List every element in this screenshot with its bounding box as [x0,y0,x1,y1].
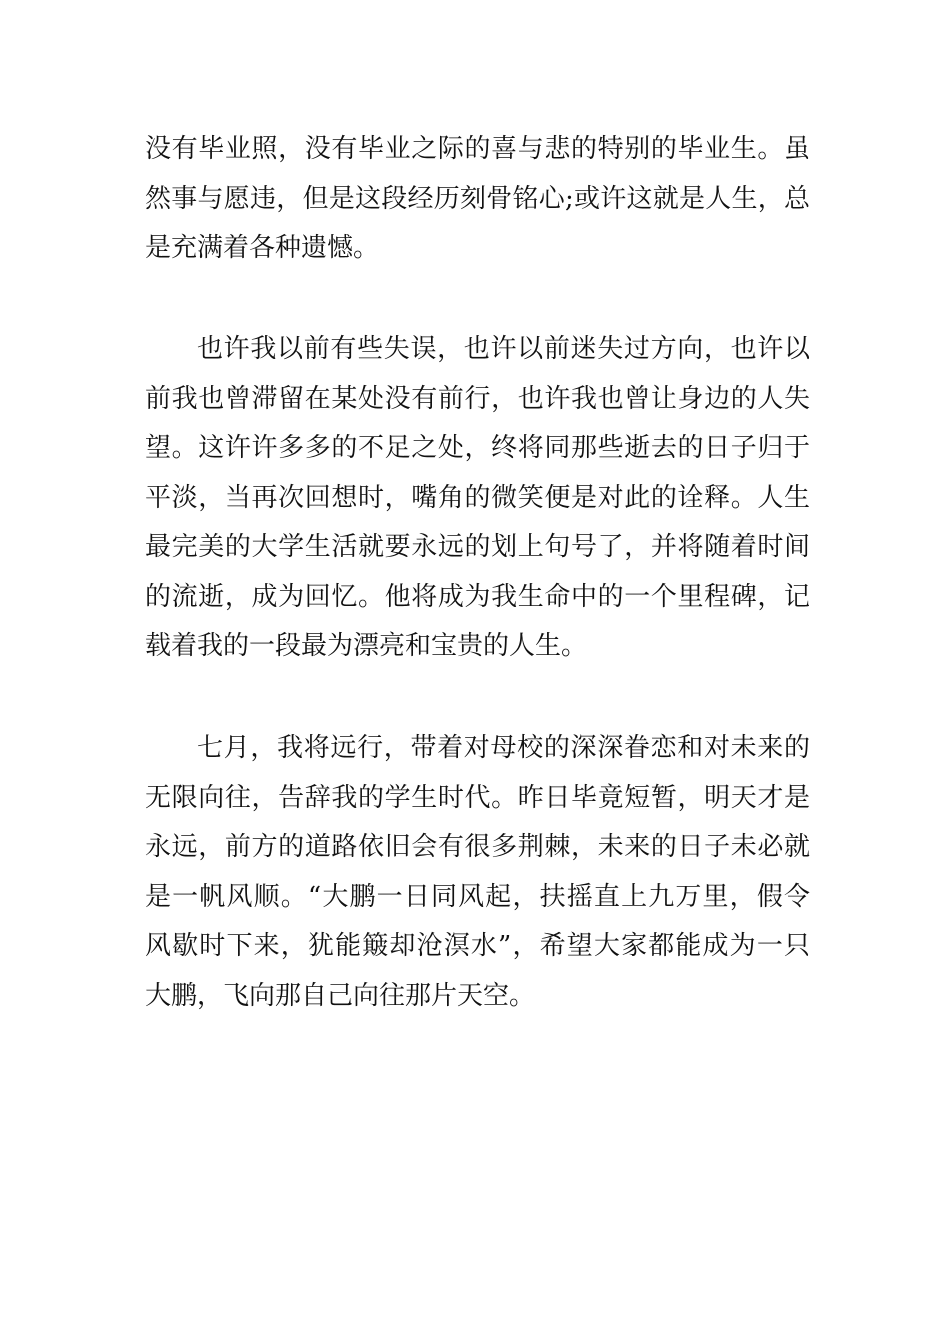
text-line: 的流逝，成为回忆。他将成为我生命中的一个里程碑，记 [145,581,810,612]
text-line: 载着我的一段最为漂亮和宝贵的人生。 [145,631,588,661]
text-line: 是充满着各种遗憾。 [145,233,380,263]
text-line: 大鹏，飞向那自己向往那片天空。 [145,980,536,1011]
text-line: 没有毕业照，没有毕业之际的喜与悲的特别的毕业生。虽 [145,134,810,164]
text-line: 然事与愿违，但是这段经历刻骨铭心;或许这就是人生，总 [145,183,810,214]
text-line: 是一帆风顺。“大鹏一日同风起，扶摇直上九万里，假令 [145,881,810,912]
text-line: 最完美的大学生活就要永远的划上句号了，并将随着时间 [145,532,810,562]
text-line: 风歇时下来，犹能簸却沧溟水”，希望大家都能成为一只 [145,931,810,961]
text-line: 望。这许许多多的不足之处，终将同那些逝去的日子归于 [145,433,810,463]
paragraph-2 [145,325,810,672]
text-line: 平淡，当再次回想时，嘴角的微笑便是对此的诠释。人生 [145,482,810,513]
paragraph-1 [145,125,810,274]
text-line: 无限向往，告辞我的学生时代。昨日毕竟短暂，明天才是 [145,782,810,813]
text-line: 前我也曾滞留在某处没有前行，也许我也曾让身边的人失 [145,383,810,414]
text-line: 七月，我将远行，带着对母校的深深眷恋和对未来的 [197,733,810,763]
paragraph-3 [145,724,810,1021]
text-line: 也许我以前有些失误，也许以前迷失过方向，也许以 [197,334,810,364]
text-line: 永远，前方的道路依旧会有很多荆棘，未来的日子未必就 [145,832,810,862]
